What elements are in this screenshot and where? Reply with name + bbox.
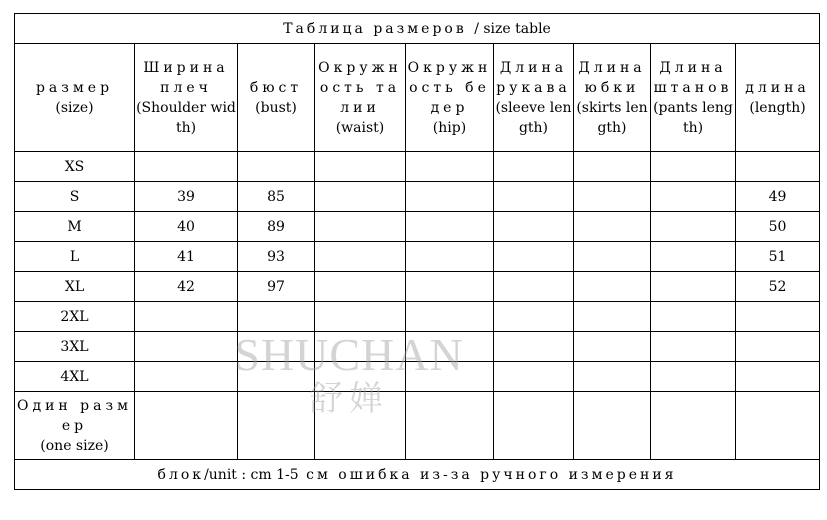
table-cell [494, 362, 574, 392]
column-header-5: Длина рукава (sleeve length) [494, 44, 574, 152]
one-size-label: Один размер (one size) [15, 392, 135, 460]
table-cell [574, 212, 651, 242]
size-label: XL [15, 272, 135, 302]
table-cell [736, 302, 820, 332]
table-row [15, 272, 820, 302]
footer-ru-2: см ошибка из-за ручного измерения [306, 466, 677, 483]
column-header-1: Ширина плеч (Shoulder width) [135, 44, 238, 152]
table-cell [574, 182, 651, 212]
size-label: XS [15, 152, 135, 182]
table-cell [651, 362, 736, 392]
table-cell [736, 362, 820, 392]
table-cell: 51 [736, 242, 820, 272]
size-label: 4XL [15, 362, 135, 392]
table-cell [651, 152, 736, 182]
size-label: 3XL [15, 332, 135, 362]
size-table [14, 13, 820, 490]
size-label: L [15, 242, 135, 272]
table-cell [406, 302, 494, 332]
table-cell [135, 392, 238, 460]
watermark-en: SHUCHAN [234, 329, 464, 380]
table-row [15, 152, 820, 182]
table-cell [494, 212, 574, 242]
table-cell [315, 212, 406, 242]
table-cell [651, 302, 736, 332]
table-cell [574, 272, 651, 302]
table-cell [651, 392, 736, 460]
table-cell [406, 392, 494, 460]
column-header-7: Длина штанов (pants length) [651, 44, 736, 152]
table-cell: 39 [135, 182, 238, 212]
table-cell: 50 [736, 212, 820, 242]
table-row [15, 362, 820, 392]
size-label: 2XL [15, 302, 135, 332]
footer-en: /unit : cm 1-5 [204, 466, 299, 483]
table-title [15, 14, 820, 44]
table-cell [315, 272, 406, 302]
table-cell [135, 152, 238, 182]
column-header-6: Длина юбки (skirts length) [574, 44, 651, 152]
table-cell [736, 152, 820, 182]
table-cell [494, 152, 574, 182]
table-cell [315, 392, 406, 460]
table-cell [736, 332, 820, 362]
table-cell [315, 152, 406, 182]
table-cell [651, 272, 736, 302]
table-cell [494, 392, 574, 460]
table-cell [238, 302, 315, 332]
table-cell [315, 362, 406, 392]
table-cell [574, 152, 651, 182]
table-cell: 40 [135, 212, 238, 242]
table-title-ru: Таблица размеров [283, 20, 467, 37]
table-cell [574, 242, 651, 272]
table-cell [406, 212, 494, 242]
header-row [15, 44, 820, 152]
column-header-8: длина (length) [736, 44, 820, 152]
table-cell [574, 392, 651, 460]
table-cell: 89 [238, 212, 315, 242]
table-cell [238, 152, 315, 182]
column-header-2: бюст (bust) [238, 44, 315, 152]
table-cell [135, 362, 238, 392]
table-cell [315, 242, 406, 272]
table-cell: 49 [736, 182, 820, 212]
column-header-3: Окружность талии (waist) [315, 44, 406, 152]
table-row [15, 212, 820, 242]
table-cell [406, 272, 494, 302]
table-cell [651, 212, 736, 242]
one-size-row [15, 392, 820, 460]
table-cell [574, 362, 651, 392]
size-label: S [15, 182, 135, 212]
watermark-cn: 舒婵 [309, 379, 389, 419]
table-cell [574, 302, 651, 332]
table-cell [238, 362, 315, 392]
table-cell [494, 242, 574, 272]
column-header-0: размер (size) [15, 44, 135, 152]
size-label: M [15, 212, 135, 242]
table-cell [238, 332, 315, 362]
table-cell [406, 332, 494, 362]
table-cell: 93 [238, 242, 315, 272]
table-title-en: / size table [474, 20, 551, 37]
table-cell: 52 [736, 272, 820, 302]
table-cell [238, 392, 315, 460]
table-cell [135, 302, 238, 332]
table-cell [315, 302, 406, 332]
table-cell: 97 [238, 272, 315, 302]
column-header-4: Окружность бедер (hip) [406, 44, 494, 152]
table-cell [406, 152, 494, 182]
table-row [15, 242, 820, 272]
table-row [15, 302, 820, 332]
table-cell: 85 [238, 182, 315, 212]
table-cell [651, 332, 736, 362]
table-cell [494, 332, 574, 362]
footer-note [15, 460, 820, 490]
table-cell: 42 [135, 272, 238, 302]
table-cell: 41 [135, 242, 238, 272]
table-cell [651, 242, 736, 272]
table-cell [135, 332, 238, 362]
table-row [15, 332, 820, 362]
table-cell [494, 302, 574, 332]
table-cell [574, 332, 651, 362]
table-cell [651, 182, 736, 212]
size-chart [14, 13, 819, 504]
footer-ru-1: блок [157, 466, 205, 483]
table-row [15, 182, 820, 212]
table-cell [315, 182, 406, 212]
table-cell [494, 272, 574, 302]
table-cell [315, 332, 406, 362]
table-cell [494, 182, 574, 212]
table-cell [406, 362, 494, 392]
table-cell [406, 242, 494, 272]
table-cell [736, 392, 820, 460]
table-cell [406, 182, 494, 212]
